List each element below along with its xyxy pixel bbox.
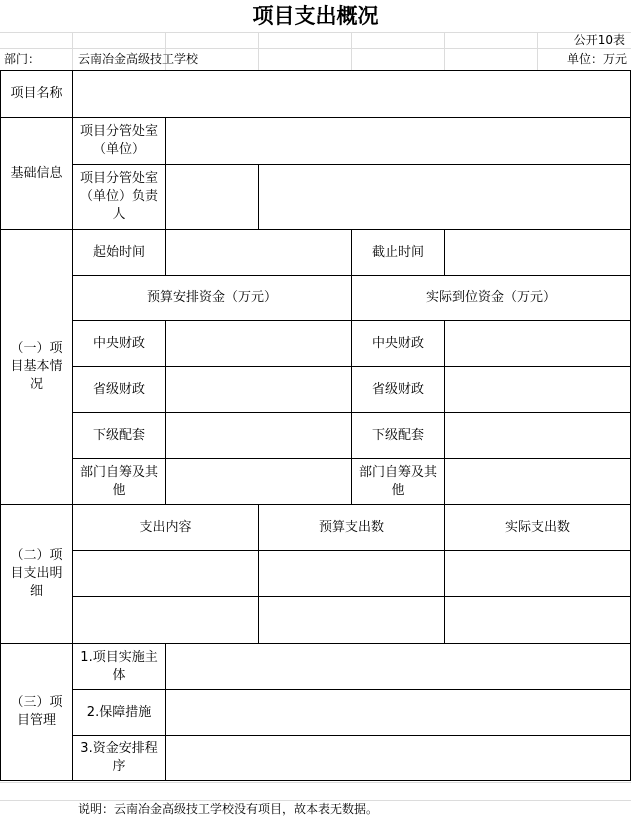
provincial-actual-value[interactable] (444, 366, 631, 413)
form-number: 公开10表 (573, 33, 625, 47)
self-raised-label-actual: 部门自筹及其他 (351, 458, 445, 505)
lower-level-budget-value[interactable] (165, 412, 352, 459)
budget-exp-header: 预算支出数 (258, 504, 445, 551)
budget-funds-header: 预算安排资金（万元） (72, 275, 352, 321)
central-label: 中央财政 (72, 320, 166, 367)
end-time-label: 截止时间 (351, 229, 445, 276)
grid-line (72, 32, 73, 70)
provincial-label-actual: 省级财政 (351, 366, 445, 413)
central-budget-value[interactable] (165, 320, 352, 367)
mgmt-head-value-a[interactable] (165, 164, 259, 230)
provincial-label: 省级财政 (72, 366, 166, 413)
central-label-actual: 中央财政 (351, 320, 445, 367)
lower-level-label-actual: 下级配套 (351, 412, 445, 459)
dept-name: 云南冶金高级技工学校 (78, 52, 199, 66)
actual-exp-header: 实际支出数 (444, 504, 631, 551)
self-raised-actual-value[interactable] (444, 458, 631, 505)
start-time-label: 起始时间 (72, 229, 166, 276)
mgmt-head-label: 项目分管处室（单位）负责人 (72, 164, 166, 230)
project-name-label: 项目名称 (0, 70, 73, 118)
provincial-budget-value[interactable] (165, 366, 352, 413)
mgmt-dept-value[interactable] (165, 117, 631, 165)
end-time-value[interactable] (444, 229, 631, 276)
start-time-value[interactable] (165, 229, 352, 276)
grid-line (258, 32, 259, 70)
m2-label: 2.保障措施 (72, 689, 166, 736)
section1-label: （一）项目基本情况 (0, 229, 73, 505)
table-row-2-content[interactable] (72, 596, 259, 644)
footnote: 说明：云南冶金高级技工学校没有项目，故本表无数据。 (78, 802, 379, 816)
mgmt-dept-label: 项目分管处室（单位） (72, 117, 166, 165)
m1-value[interactable] (165, 643, 631, 690)
table-row-2-budget[interactable] (258, 596, 445, 644)
unit-label: 单位：万元 (566, 52, 627, 66)
content-header: 支出内容 (72, 504, 259, 551)
page-title: 项目支出概况 (252, 3, 379, 28)
self-raised-budget-value[interactable] (165, 458, 352, 505)
table-row-1-actual[interactable] (444, 550, 631, 597)
section2-label: （二）项目支出明细 (0, 504, 73, 644)
lower-level-actual-value[interactable] (444, 412, 631, 459)
table-row-1-budget[interactable] (258, 550, 445, 597)
self-raised-label: 部门自筹及其他 (72, 458, 166, 505)
m1-label: 1.项目实施主体 (72, 643, 166, 690)
m3-value[interactable] (165, 735, 631, 781)
lower-level-label: 下级配套 (72, 412, 166, 459)
mgmt-head-value-b[interactable] (258, 164, 631, 230)
grid-line (444, 32, 445, 70)
project-name-value[interactable] (72, 70, 631, 118)
table-row-2-actual[interactable] (444, 596, 631, 644)
grid-line (351, 32, 352, 70)
m3-label: 3.资金安排程序 (72, 735, 166, 781)
basic-info-label: 基础信息 (0, 117, 73, 230)
section3-label: （三）项目管理 (0, 643, 73, 781)
grid-line (0, 782, 631, 783)
central-actual-value[interactable] (444, 320, 631, 367)
actual-funds-header: 实际到位资金（万元） (351, 275, 631, 321)
dept-label: 部门： (4, 52, 41, 66)
grid-line (537, 32, 538, 70)
table-row-1-content[interactable] (72, 550, 259, 597)
m2-value[interactable] (165, 689, 631, 736)
